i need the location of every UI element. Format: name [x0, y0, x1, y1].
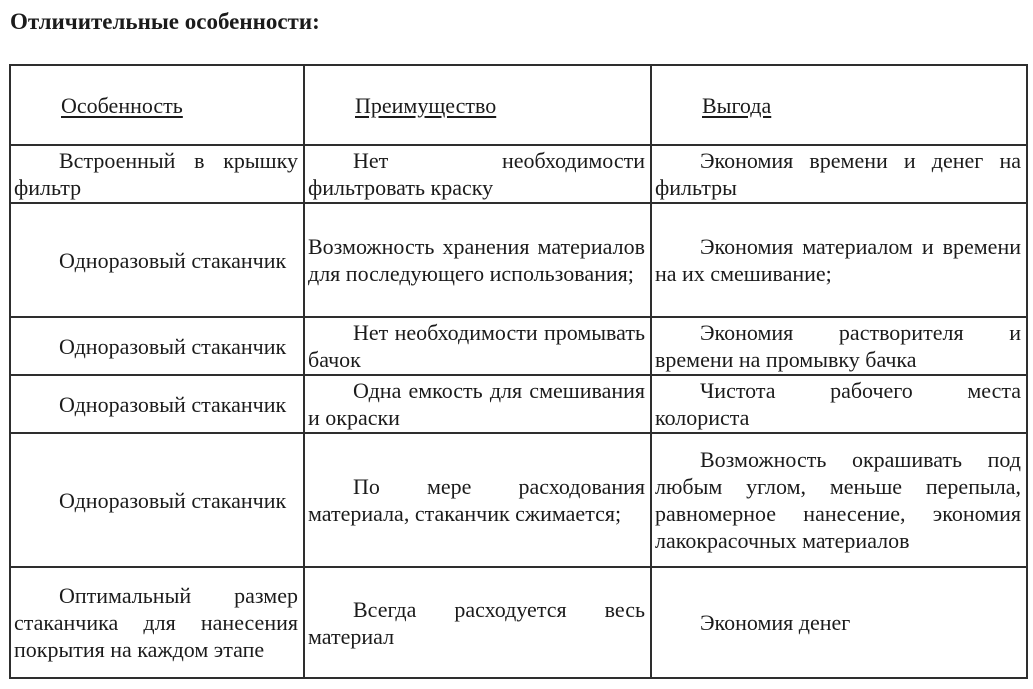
table-row [10, 203, 1027, 317]
cell-feature-text: Одноразовый стаканчик [59, 247, 287, 273]
cell-feature [10, 145, 304, 203]
cell-advantage [304, 433, 651, 567]
cell-benefit-text: Возможность окрашивать под любым углом, меньше перепыла, равномерное нанесение, экономия лакокрасочных материалов [655, 447, 1021, 553]
table-row [10, 317, 1027, 375]
column-header-feature-label: Особенность [61, 92, 183, 118]
cell-benefit-text: Экономия времени и денег на фильтры [655, 148, 1021, 200]
column-header-benefit [651, 65, 1027, 145]
cell-advantage [304, 317, 651, 375]
cell-feature [10, 317, 304, 375]
cell-advantage-text: Возможность хранения материалов для последующего использования; [308, 234, 645, 286]
column-header-benefit-label: Выгода [702, 92, 772, 118]
cell-feature-text: Встроенный в крышку фильтр [14, 148, 298, 200]
column-header-feature [10, 65, 304, 145]
cell-feature [10, 375, 304, 433]
cell-feature [10, 567, 304, 678]
cell-benefit [651, 145, 1027, 203]
cell-benefit [651, 375, 1027, 433]
column-header-advantage [304, 65, 651, 145]
table-row [10, 375, 1027, 433]
table-header-row [10, 65, 1027, 145]
cell-advantage-text: Одна емкость для смешивания и окраски [308, 378, 645, 430]
cell-benefit [651, 317, 1027, 375]
features-table [9, 64, 1028, 679]
cell-advantage-text: Всегда расходуется весь материал [308, 596, 645, 649]
cell-feature-text: Одноразовый стаканчик [59, 391, 287, 417]
cell-benefit [651, 203, 1027, 317]
table-row [10, 433, 1027, 567]
cell-advantage [304, 567, 651, 678]
column-header-advantage-label: Преимущество [355, 92, 497, 118]
cell-feature [10, 203, 304, 317]
cell-feature [10, 433, 304, 567]
cell-benefit [651, 567, 1027, 678]
cell-benefit-text: Экономия денег [700, 610, 851, 635]
cell-benefit-text: Экономия растворителя и времени на промывку бачка [655, 320, 1021, 372]
cell-advantage [304, 375, 651, 433]
cell-benefit-text: Чистота рабочего места колориста [655, 378, 1021, 430]
cell-feature-text: Одноразовый стаканчик [59, 487, 287, 513]
cell-advantage-text: Нет необходимости промывать бачок [308, 320, 645, 372]
cell-advantage-text: Нет необходимости фильтровать краску [308, 148, 645, 200]
table-row [10, 567, 1027, 678]
cell-advantage [304, 203, 651, 317]
cell-benefit-text: Экономия материалом и времени на их смешивание; [655, 234, 1021, 286]
cell-advantage-text: По мере расходования материала, стаканчик сжимается; [308, 474, 645, 526]
page-title: Отличительные особенности: [10, 9, 320, 34]
cell-benefit [651, 433, 1027, 567]
table-row [10, 145, 1027, 203]
cell-feature-text: Одноразовый стаканчик [59, 333, 287, 359]
cell-feature-text: Оптимальный размер стаканчика для нанесения покрытия на каждом этапе [14, 583, 298, 662]
cell-advantage [304, 145, 651, 203]
